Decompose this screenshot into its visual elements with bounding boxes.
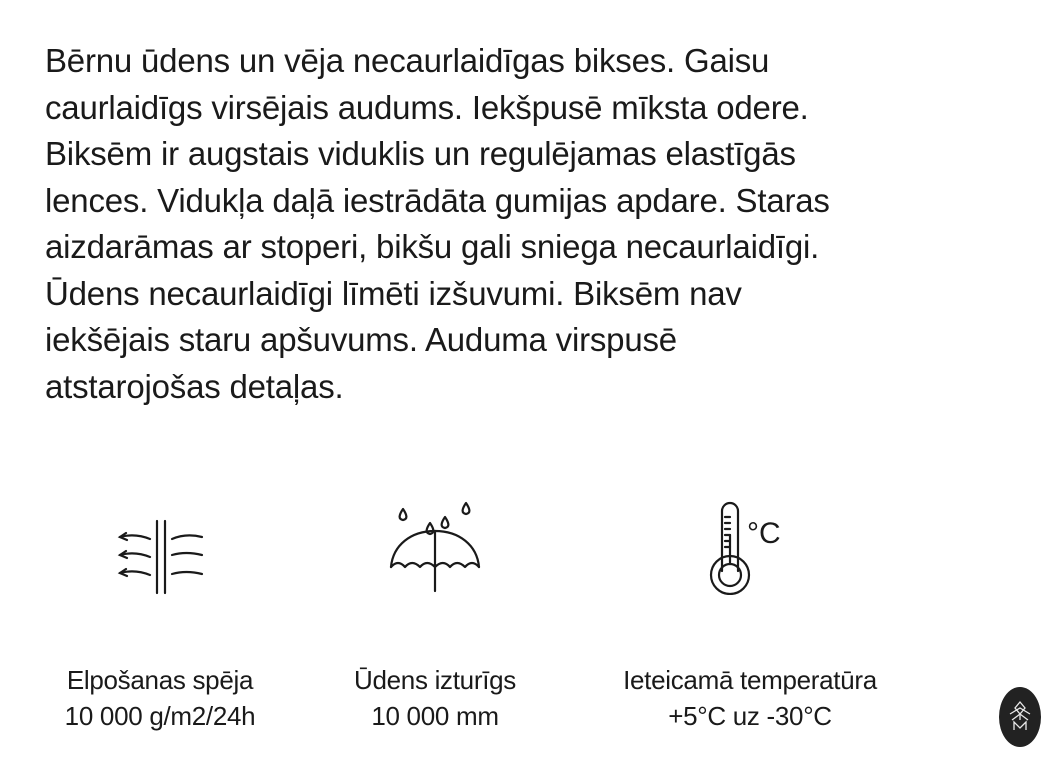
feature-value: 10 000 mm <box>371 701 499 731</box>
breathable-fabric-icon <box>110 495 210 595</box>
description-line: atstarojošas detaļas. <box>45 367 344 405</box>
feature-label: Ūdens izturīgs <box>354 665 516 695</box>
description-line: Ūdens necaurlaidīgi līmēti izšuvumi. Biksēm nav <box>45 274 742 312</box>
product-description <box>45 38 1035 410</box>
celsius-label: °C <box>747 517 781 550</box>
description-line: iekšējais staru apšuvums. Auduma virspusē <box>45 321 677 358</box>
thermometer-icon <box>700 495 800 595</box>
feature-breathability-icon-wrap <box>30 495 290 595</box>
feature-temperature-icon-wrap <box>570 495 930 595</box>
feature-waterproof <box>320 662 550 734</box>
brand-logo-icon <box>998 686 1042 748</box>
description-line: aizdarāmas ar stoperi, bikšu gali sniega necaurlaidīgi. <box>45 228 820 265</box>
description-line: lences. Vidukļa daļā iestrādāta gumijas apdare. Staras <box>45 181 830 219</box>
description-line: caurlaidīgs virsējais audums. Iekšpusē mīksta odere. <box>45 88 809 126</box>
feature-breathability <box>30 662 290 734</box>
umbrella-rain-icon <box>385 495 485 595</box>
feature-waterproof-icon-wrap <box>320 495 550 595</box>
feature-value: +5°C uz -30°C <box>668 701 832 731</box>
description-line: Biksēm ir augstais viduklis un regulējamas elastīgās <box>45 135 796 172</box>
feature-label: Elpošanas spēja <box>66 665 254 695</box>
description-line: Bērnu ūdens un vēja necaurlaidīgas bikses. Gaisu <box>45 42 770 79</box>
feature-temperature <box>570 662 930 734</box>
feature-label: Ieteicamā temperatūra <box>623 665 877 695</box>
feature-value: 10 000 g/m2/24h <box>64 701 256 731</box>
